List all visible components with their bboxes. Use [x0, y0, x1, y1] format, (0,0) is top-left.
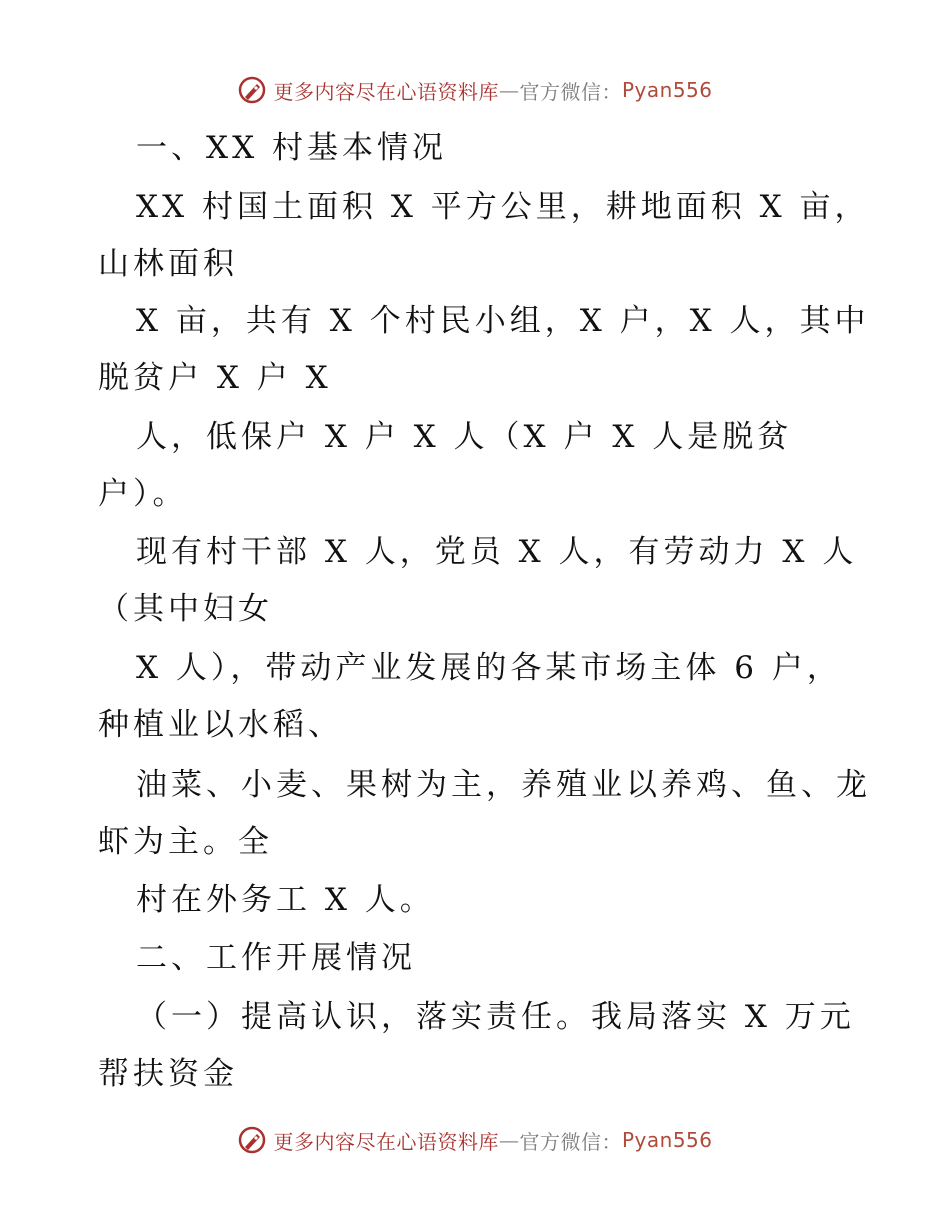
paragraph-line: 帮扶资金	[98, 1056, 238, 1092]
watermark-main-text: 更多内容尽在心语资料库	[273, 1129, 499, 1154]
paragraph-line: X 亩，共有 X 个村民小组，X 户，X 人，其中	[136, 303, 870, 339]
watermark-wechat-id: Pyan556	[621, 78, 713, 102]
paragraph-line: 种植业以水稻、	[98, 707, 343, 743]
watermark-main-text: 更多内容尽在心语资料库	[273, 79, 499, 104]
section-heading-2: 二、工作开展情况	[136, 940, 416, 976]
watermark-official-label: 官方微信：	[519, 79, 622, 104]
paragraph-line: 脱贫户 X 户 X	[98, 360, 332, 396]
paragraph-line: 山林面积	[98, 246, 238, 282]
section-heading-1: 一、XX 村基本情况	[136, 130, 447, 166]
paragraph-line: （一）提高认识，落实责任。我局落实 X 万元	[136, 999, 855, 1035]
paragraph-line: XX 村国土面积 X 平方公里，耕地面积 X 亩，	[136, 189, 870, 225]
footer-watermark	[0, 1120, 950, 1160]
paragraph-line: 现有村干部 X 人，党员 X 人，有劳动力 X 人	[136, 534, 858, 570]
paragraph-line: 村在外务工 X 人。	[136, 882, 435, 918]
pen-nib-logo-icon	[237, 1125, 267, 1155]
paragraph-line: 人，低保户 X 户 X 人（X 户 X 人是脱贫	[136, 419, 793, 455]
paragraph-line: 户）。	[98, 476, 188, 512]
paragraph-line: X 人），带动产业发展的各某市场主体 6 户，	[136, 650, 842, 686]
watermark-separator: —	[498, 1128, 520, 1152]
pen-nib-logo-icon	[237, 75, 267, 105]
paragraph-line: （其中妇女	[98, 591, 273, 627]
watermark-wechat-id: Pyan556	[621, 1128, 713, 1152]
watermark-separator: —	[498, 78, 520, 102]
paragraph-line: 油菜、小麦、果树为主，养殖业以养鸡、鱼、龙	[136, 767, 871, 803]
paragraph-line: 虾为主。全	[98, 824, 273, 860]
watermark-official-label: 官方微信：	[519, 1129, 622, 1154]
header-watermark	[0, 70, 950, 110]
